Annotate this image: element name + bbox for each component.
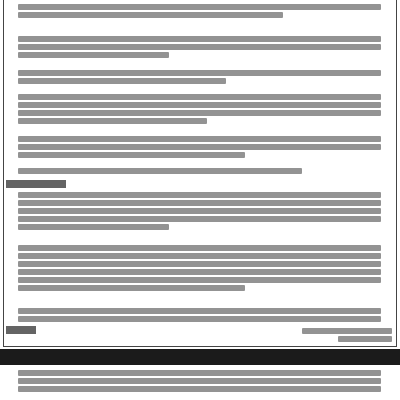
signature-block bbox=[302, 326, 392, 344]
section-heading bbox=[6, 180, 66, 188]
resolution-3 bbox=[6, 306, 396, 324]
paragraph-5 bbox=[6, 68, 396, 86]
paragraph-6 bbox=[6, 92, 396, 126]
signature-line-1 bbox=[302, 328, 392, 334]
paragraph-4 bbox=[6, 34, 396, 60]
resolution-1 bbox=[6, 190, 396, 232]
resolution-2 bbox=[6, 243, 396, 293]
paragraph-7 bbox=[6, 134, 396, 160]
signature-line-2 bbox=[338, 336, 392, 342]
paragraph-8 bbox=[6, 166, 396, 176]
section-heading-misc bbox=[6, 326, 36, 334]
paragraph-3 bbox=[6, 2, 396, 20]
banner-title bbox=[0, 349, 400, 365]
banner-paragraph-1 bbox=[6, 368, 396, 394]
